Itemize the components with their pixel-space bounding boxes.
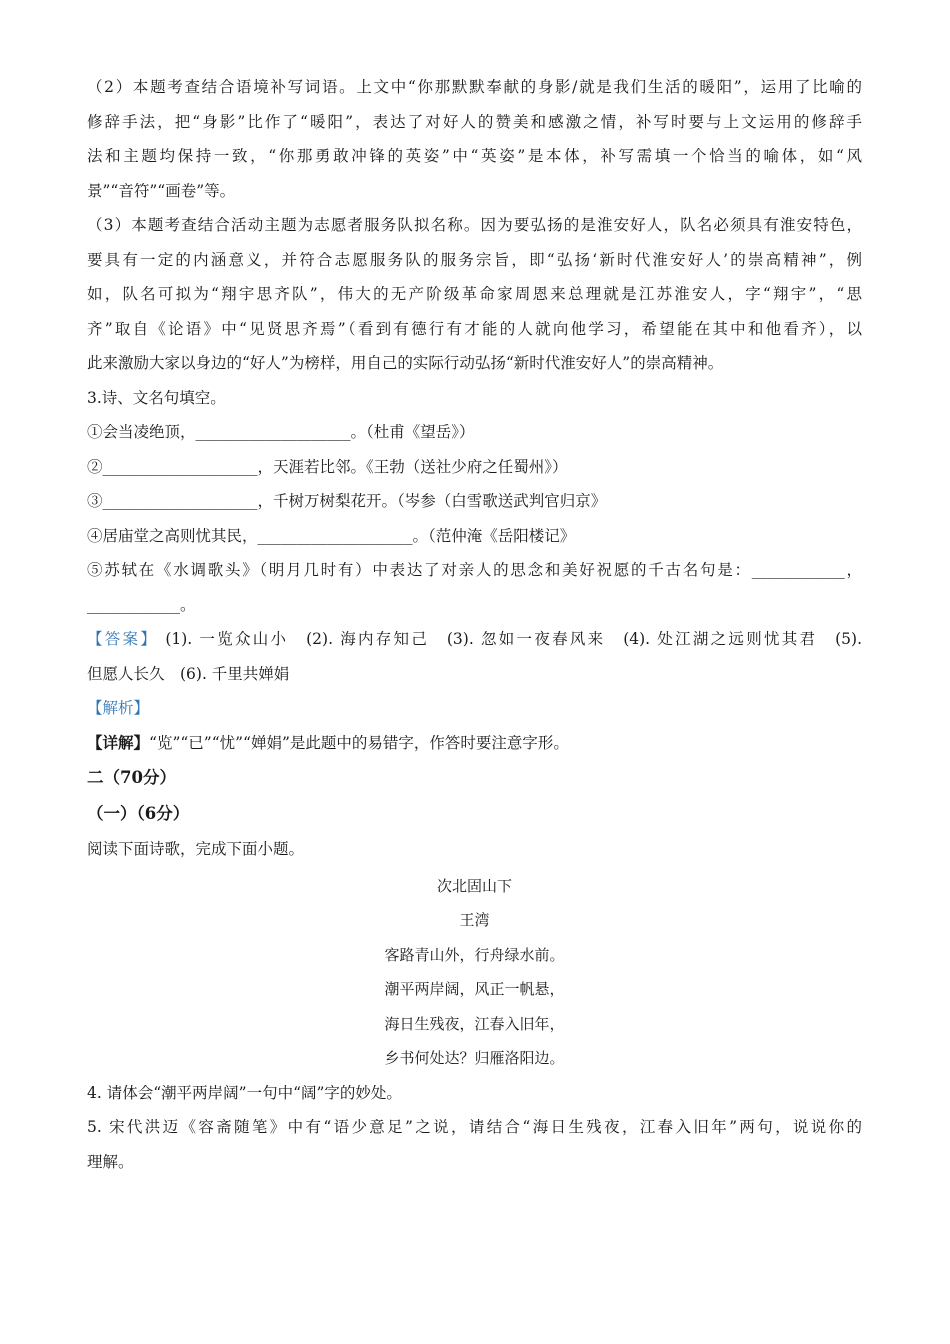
explanation-q3-line-1: （3）本题考查结合活动主题为志愿者服务队拟名称。因为要弘扬的是淮安好人，队名必须具有淮安特色， [87, 216, 862, 234]
question-5-line-1: 5. 宋代洪迈《容斋随笔》中有“语少意足”之说，请结合“海日生残夜，江春入旧年”两句，说说你的 [87, 1118, 862, 1136]
poem [87, 869, 862, 1076]
answer-tag: 【答案】 [87, 630, 159, 648]
explanation-q2-line-2: 修辞手法，把“身影”比作了“暖阳”，表达了对好人的赞美和感激之情，补写时要与上文运用的修辞手 [87, 112, 862, 131]
answer-line-1 [87, 622, 862, 657]
fill-blank-item-5-cont: ____________。 [87, 595, 196, 614]
fill-blank-item-1: ①会当凌绝顶，____________________。（杜甫《望岳》） [87, 423, 475, 441]
explanation-q3-line-4: 齐”取自《论语》中“见贤思齐焉”（看到有德行有才能的人就向他学习，希望能在其中和他看齐），以 [87, 319, 862, 338]
section-2-subtitle: （一）（6分） [87, 804, 190, 823]
section-2-title: 二（70分） [87, 768, 176, 787]
detail-tag: 【详解】 [87, 732, 150, 752]
explanation-q3-line-5: 此来激励大家以身边的“好人”为榜样，用自己的实际行动弘扬“新时代淮安好人”的崇高精神。 [87, 354, 724, 372]
poem-title: 次北固山下 [436, 876, 512, 895]
poem-line-3: 海日生残夜，江春入旧年， [384, 1014, 565, 1033]
question-5-line-2: 理解。 [87, 1152, 134, 1171]
poem-line-1: 客路青山外，行舟绿水前。 [384, 945, 565, 964]
explanation-q3-line-2: 要具有一定的内涵意义，并符合志愿服务队的服务宗旨，即“弘扬‘新时代淮安好人’的崇高精神”，例 [87, 250, 862, 269]
poem-author: 王湾 [459, 911, 490, 929]
explanation-q2-line-4: 景”“音符”“画卷”等。 [87, 181, 236, 200]
explanation-q2-line-3: 法和主题均保持一致，“你那勇敢冲锋的英姿”中“英姿”是本体，补写需填一个恰当的喻体，如“风 [87, 147, 862, 165]
poem-line-2: 潮平两岸阔，风正一帆悬， [384, 980, 565, 998]
analysis-tag: 【解析】 [87, 699, 150, 717]
page-content [87, 70, 862, 1179]
fill-blank-item-4: ④居庙堂之高则忧其民，____________________。（范仲淹《岳阳楼记》 [87, 526, 576, 545]
detail-line [87, 726, 862, 761]
poem-line-4: 乡书何处达？归雁洛阳边。 [384, 1049, 565, 1067]
answer-line-2: 但愿人长久 (6). 千里共婵娟 [87, 664, 290, 683]
explanation-q2-line-1: （2）本题考查结合语境补写词语。上文中“你那默默奉献的身影/就是我们生活的暖阳”，运用了比喻的 [87, 78, 862, 96]
question-4: 4. 请体会“潮平两岸阔”一句中“阔”字的妙处。 [87, 1083, 402, 1102]
fill-blank-item-3: ③____________________，千树万树梨花开。（岑参（白雪歌送武判官归京》 [87, 492, 607, 510]
detail-text: “览”“已”“忧”“婵娟”是此题中的易错字，作答时要注意字形。 [149, 733, 569, 752]
question-3-title: 3.诗、文名句填空。 [87, 388, 226, 407]
answer-text-1: (1). 一览众山小 (2). 海内存知己 (3). 忽如一夜春风来 (4). 处江湖之远则忧其君 (5). [165, 630, 862, 648]
fill-blank-item-5: ⑤苏轼在《水调歌头》（明月几时有）中表达了对亲人的思念和美好祝愿的千古名句是：____________， [87, 561, 862, 579]
fill-blank-item-2: ②____________________，天涯若比邻。《王勃（送社少府之任蜀州》） [87, 457, 568, 476]
explanation-q3-line-3: 如，队名可拟为“翔宇思齐队”，伟大的无产阶级革命家周恩来总理就是江苏淮安人，字“翔宇”，“思 [87, 285, 862, 303]
reading-instruction: 阅读下面诗歌，完成下面小题。 [87, 840, 305, 858]
